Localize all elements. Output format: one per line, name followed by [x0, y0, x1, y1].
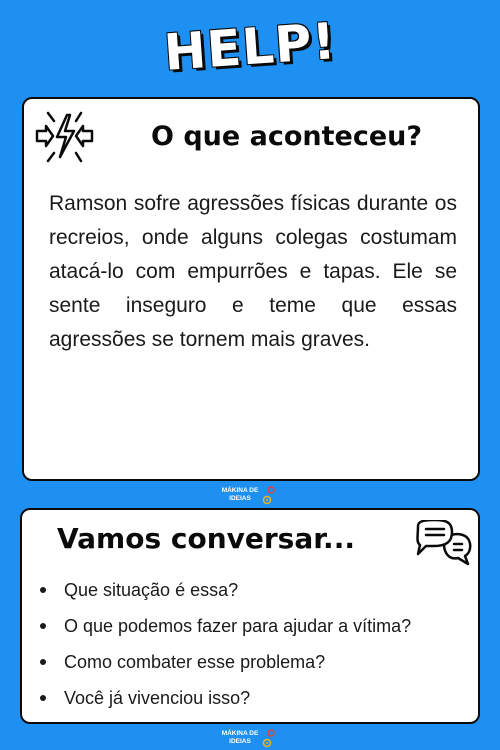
brand-logo — [218, 728, 278, 750]
help-logo — [0, 12, 500, 82]
brand-name: MÁKINA DE IDEIAS — [221, 730, 259, 745]
conversation-title: Vamos conversar... — [57, 522, 355, 555]
alert-flash-icon — [34, 109, 96, 165]
list-item: Que situação é essa? — [64, 578, 411, 614]
conversation-card — [20, 508, 480, 724]
list-item: Você já vivenciou isso? — [64, 686, 411, 722]
help-logo-text: HELP! — [162, 12, 338, 82]
situation-text: Ramson sofre agressões físicas durante os recreios, onde alguns colegas costumam atacá-lo com empurrões e tapas. Ele se sente inseguro e teme que essas agressões se tornem mais graves. — [49, 192, 457, 351]
list-item: Como combater esse problema? — [64, 650, 411, 686]
chat-bubbles-icon — [412, 520, 474, 576]
situation-card — [22, 97, 480, 481]
gear-icon — [262, 485, 276, 507]
question-list — [64, 578, 411, 722]
brand-name: MÁKINA DE IDEIAS — [221, 487, 259, 502]
list-item: O que podemos fazer para ajudar a vítima? — [64, 614, 411, 650]
situation-title: O que aconteceu? — [151, 121, 423, 152]
brand-logo — [218, 485, 278, 507]
gear-icon — [262, 728, 276, 750]
